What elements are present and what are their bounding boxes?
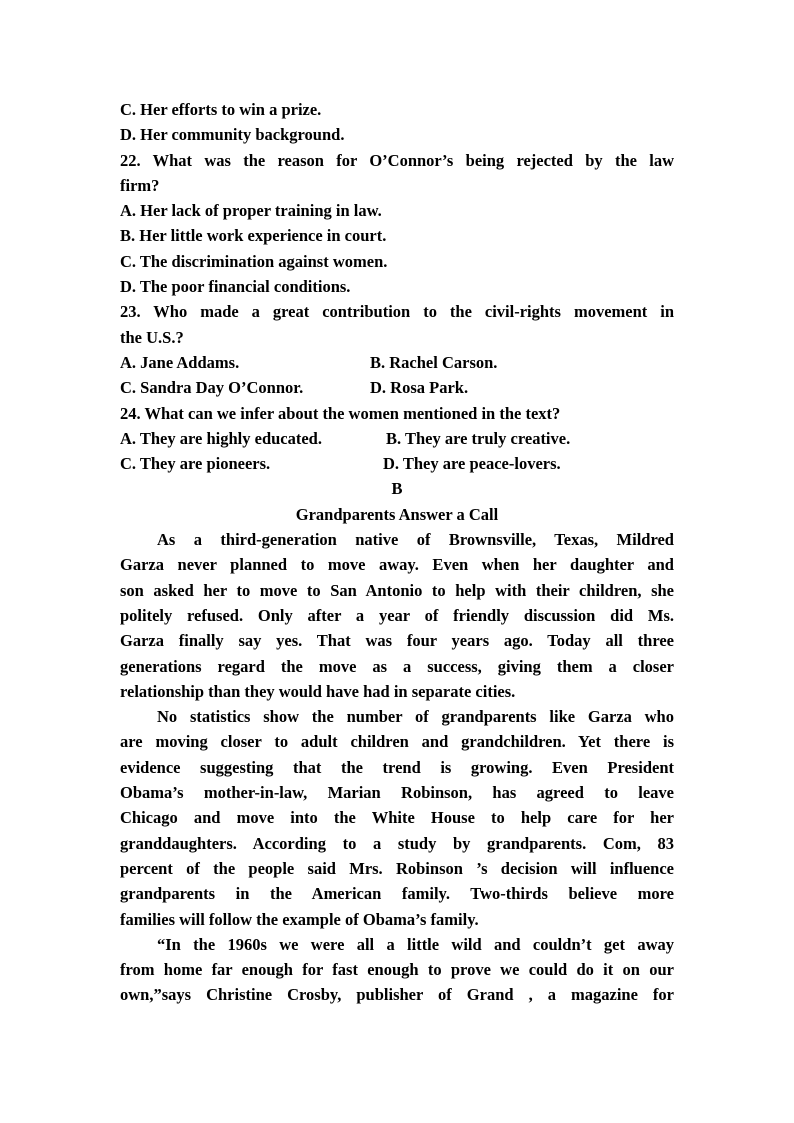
text-line: Chicago and move into the White House to help care for her — [120, 808, 674, 828]
text-line: generations regard the move as a success, giving them a closer — [120, 656, 674, 676]
q22-option-a: A. Her lack of proper training in law. — [120, 201, 382, 221]
q22-option-d: D. The poor financial conditions. — [120, 277, 351, 297]
q24-option-c: C. They are pioneers. — [120, 454, 271, 474]
passage-paragraph-3 — [120, 932, 674, 1008]
text-line: own,”says Christine Crosby, publisher of Grand , a magazine for — [120, 985, 674, 1005]
text-line: evidence suggesting that the trend is growing. Even President — [120, 757, 674, 777]
q23-option-c: C. Sandra Day O’Connor. — [120, 378, 304, 398]
text-line: from home far enough for fast enough to prove we could do it on our — [120, 960, 674, 980]
q22-stem-line2: firm? — [120, 175, 160, 195]
q23-options-row1 — [120, 350, 674, 375]
q23-option-b: B. Rachel Carson. — [370, 352, 498, 372]
q23-options-row2 — [120, 375, 674, 400]
text-line: families will follow the example of Obama’s family. — [120, 909, 479, 929]
q23-stem-line2: the U.S.? — [120, 327, 184, 347]
passage-paragraph-1 — [120, 527, 674, 704]
text-line: granddaughters. According to a study by grandparents. Com, 83 — [120, 833, 674, 853]
text-line: percent of the people said Mrs. Robinson ’s decision will influence — [120, 858, 674, 878]
q22-option-c: C. The discrimination against women. — [120, 251, 388, 271]
text-line: relationship than they would have had in separate cities. — [120, 681, 516, 701]
text-line: No statistics show the number of grandparents like Garza who — [157, 707, 674, 727]
q23-option-d: D. Rosa Park. — [370, 378, 469, 398]
text-line: As a third-generation native of Brownsville, Texas, Mildred — [157, 530, 674, 550]
q23-stem-line1: 23. Who made a great contribution to the civil-rights movement in — [120, 302, 674, 322]
q23-option-a: A. Jane Addams. — [120, 352, 240, 372]
text-line: “In the 1960s we were all a little wild and couldn’t get away — [157, 934, 674, 954]
text-line: Garza never planned to move away. Even when her daughter and — [120, 555, 674, 575]
q24-option-b: B. They are truly creative. — [386, 428, 571, 448]
q24-options-row1 — [120, 426, 674, 451]
passage-paragraph-2 — [120, 704, 674, 932]
text-line: politely refused. Only after a year of friendly discussion did Ms. — [120, 605, 674, 625]
text-line: son asked her to move to San Antonio to help with their children, she — [120, 580, 674, 600]
q21-option-c: C. Her efforts to win a prize. — [120, 100, 322, 119]
q24-option-d: D. They are peace-lovers. — [383, 454, 561, 474]
text-line: grandparents in the American family. Two-thirds believe more — [120, 884, 674, 904]
document-page — [120, 97, 674, 1008]
q24-option-a: A. They are highly educated. — [120, 428, 322, 448]
q24-stem: 24. What can we infer about the women mentioned in the text? — [120, 403, 561, 423]
passage-title: Grandparents Answer a Call — [295, 504, 499, 524]
q22-stem-line1: 22. What was the reason for O’Connor’s being rejected by the law — [120, 150, 674, 170]
q24-options-row2 — [120, 451, 674, 476]
text-line: Obama’s mother-in-law, Marian Robinson, has agreed to leave — [120, 783, 674, 803]
text-line: are moving closer to adult children and grandchildren. Yet there is — [120, 732, 674, 752]
text-line: Garza finally say yes. That was four years ago. Today all three — [120, 631, 674, 651]
q22-option-b: B. Her little work experience in court. — [120, 226, 387, 246]
q21-option-d: D. Her community background. — [120, 125, 345, 145]
section-letter: B — [391, 479, 403, 499]
